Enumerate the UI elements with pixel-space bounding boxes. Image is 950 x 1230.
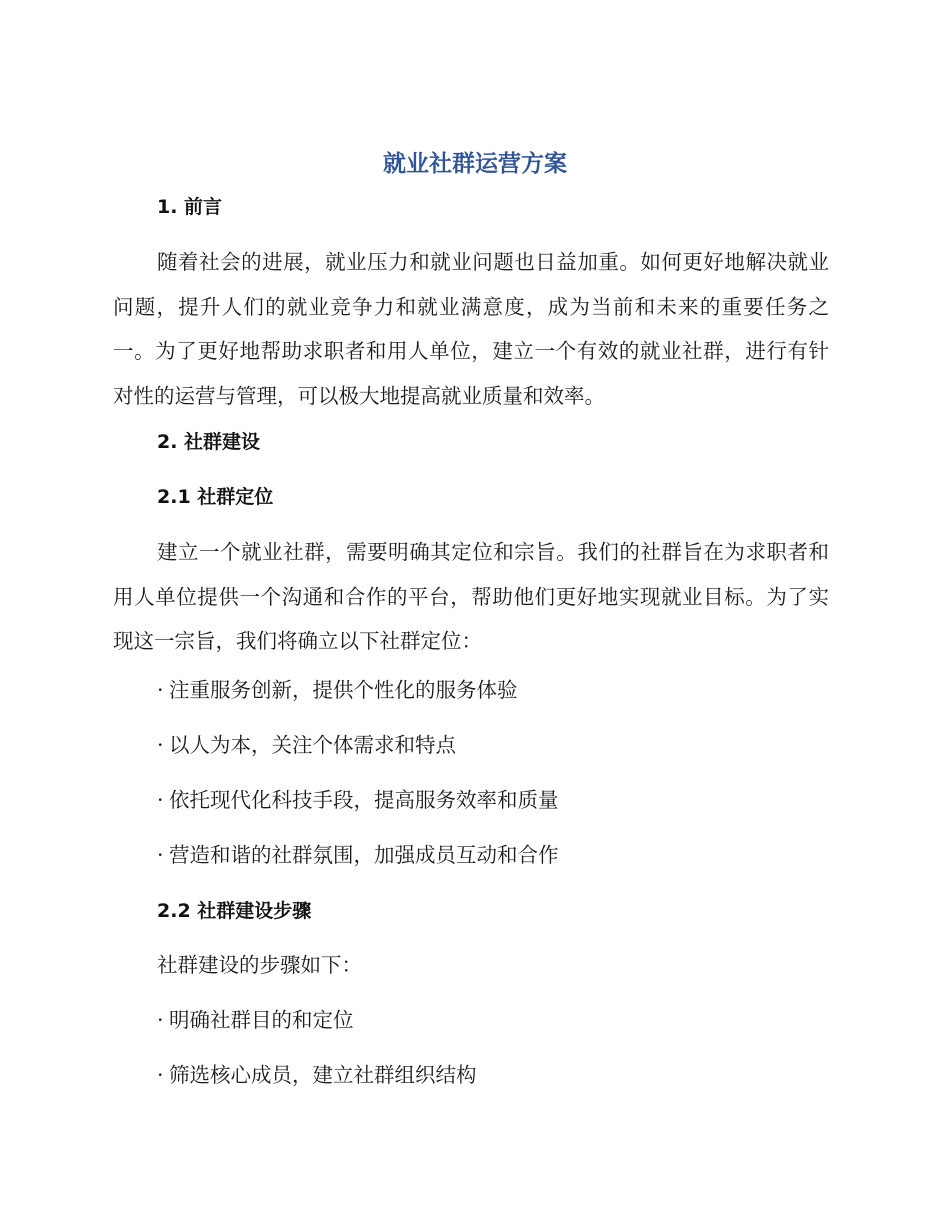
bullet-item [157,730,456,760]
bullet-text: 注重服务创新，提供个性化的服务体验 [169,678,518,702]
bullet-text: 筛选核心成员，建立社群组织结构 [169,1063,477,1087]
bullet-item [157,785,559,815]
bullet-text: 以人为本，关注个体需求和特点 [169,733,456,757]
bullet-item [157,675,518,705]
bullet-mark: · [157,1063,164,1087]
subsection-heading-steps: 2.2 社群建设步骤 [157,900,312,922]
bullet-mark: · [157,1008,164,1032]
bullet-item [157,840,559,870]
positioning-paragraph: 建立一个就业社群，需要明确其定位和宗旨。我们的社群旨在为求职者和用人单位提供一个沟通和合作的平台，帮助他们更好地实现就业目标。为了实现这一宗旨，我们将确立以下社群定位： [113,540,829,653]
bullet-item [157,1005,354,1035]
document-title: 就业社群运营方案 [383,151,567,177]
bullet-mark: · [157,843,164,867]
preface-paragraph: 随着社会的进展，就业压力和就业问题也日益加重。如何更好地解决就业问题，提升人们的就业竞争力和就业满意度，成为当前和未来的重要任务之一。为了更好地帮助求职者和用人单位，建立一个有效的就业社群，进行有针对性的运营与管理，可以极大地提高就业质量和效率。 [113,250,829,408]
bullet-text: 明确社群目的和定位 [169,1008,354,1032]
section-heading-preface: 1. 前言 [157,196,223,218]
steps-intro: 社群建设的步骤如下： [157,953,362,977]
bullet-text: 营造和谐的社群氛围，加强成员互动和合作 [169,843,559,867]
bullet-item [157,1060,477,1090]
section-heading-community-building: 2. 社群建设 [157,431,261,453]
bullet-mark: · [157,678,164,702]
bullet-mark: · [157,788,164,812]
bullet-mark: · [157,733,164,757]
bullet-text: 依托现代化科技手段，提高服务效率和质量 [169,788,559,812]
subsection-heading-positioning: 2.1 社群定位 [157,486,274,508]
